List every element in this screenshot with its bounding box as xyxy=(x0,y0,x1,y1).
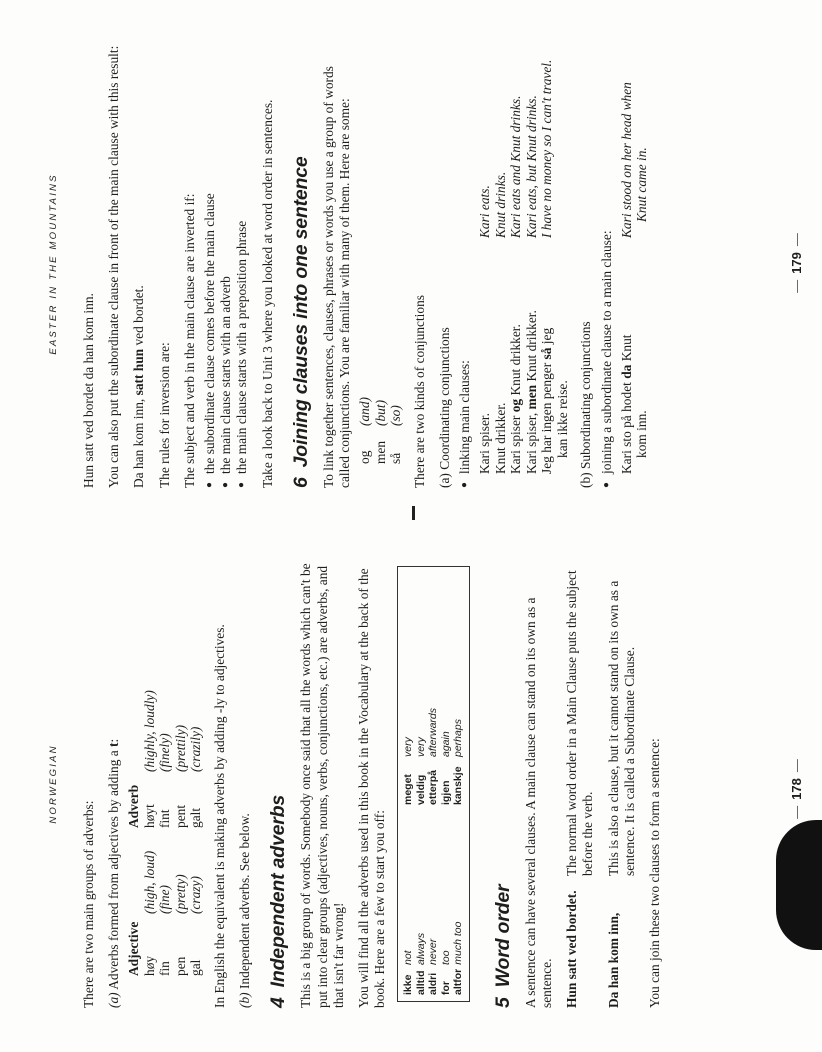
section-heading-6: 6Joining clauses into one sentence xyxy=(289,156,312,488)
adverbs-group-a: (a) Adverbs formed from adjectives by adding a t: xyxy=(106,738,122,1008)
conjunction-list: og (and) men (but) så (so) xyxy=(357,396,404,464)
adj-cell: fin xyxy=(157,961,173,976)
adj-gloss: (fine) xyxy=(157,885,173,914)
adv-gloss: (crazily) xyxy=(188,726,204,772)
two-kinds-note: There are two kinds of conjunctions xyxy=(411,295,427,488)
inversion-rules-list xyxy=(202,40,251,488)
adv-gloss: (prettily) xyxy=(172,724,188,772)
list-item: ● the main clause starts with a preposition phrase xyxy=(234,40,250,488)
adj-cell: høy xyxy=(141,955,157,976)
coordinating-heading: (a) Coordinating conjunctions xyxy=(436,327,452,488)
list-item: ● the subordinate clause comes before the main clause xyxy=(202,40,218,488)
coordinating-bullet: ● linking main clauses: xyxy=(457,40,473,488)
vocab-entry: etterpåafterwards xyxy=(427,707,440,805)
section-4-paragraph-1: This is a big group of words. Somebody once said that all the words which can't be put into clear groups (adjectives, nouns, verbs, conjunctions, etc.) are adverbs, and that isn't far wrong! xyxy=(298,563,346,1008)
gutter-mark xyxy=(412,506,415,520)
adj-gloss: (crazy) xyxy=(188,876,204,914)
subordinate-first-note: You can also put the subordinate clause in front of the main clause with this result: xyxy=(106,45,122,488)
adverb-header: Adverb xyxy=(126,784,142,828)
page-number-right: —179— xyxy=(789,233,804,293)
join-clauses-intro: You can join these two clauses to form a sentence: xyxy=(647,738,663,1008)
section-heading-4: 4Independent adverbs xyxy=(267,795,290,1008)
list-item: ● the main clause starts with an adverb xyxy=(218,40,234,488)
adv-cell: pent xyxy=(172,804,188,828)
adverb-vocab-box xyxy=(397,566,470,1002)
vocab-entry: veldigvery xyxy=(414,737,427,805)
subordinating-bullet: ● joining a subordinate clause to a main clause: xyxy=(599,40,615,488)
adjective-header: Adjective xyxy=(126,921,142,976)
adv-gloss: (highly, loudly) xyxy=(141,690,157,772)
section-6-paragraph-1: To link together sentences, clauses, phrases or words you use a group of words called conjunctions. You are familiar with many of them. Here are some: xyxy=(320,66,353,488)
binding-shadow xyxy=(776,820,822,950)
example-sentence-1: Hun satt ved bordet da han kom inn. xyxy=(81,293,96,488)
adv-gloss: (finely) xyxy=(157,733,173,772)
adverbs-group-b: (b) Independent adverbs. See below. xyxy=(237,813,253,1008)
vocab-entry: aldrinever xyxy=(427,938,440,995)
subordinating-heading: (b) Subordinating conjunctions xyxy=(578,321,594,488)
section-4-paragraph-2: You will find all the adverbs used in this book in the Vocabulary at the back of the book. Here are a few to start you off: xyxy=(355,568,388,1008)
subordinating-examples: Kari sto på hodet da Knut Kari stood on her head when kom inn. Knut came in. xyxy=(618,82,650,474)
running-head-right: EASTER IN THE MOUNTAINS xyxy=(48,173,59,355)
adv-cell: galt xyxy=(188,807,204,828)
vocab-entry: igjenagain xyxy=(439,731,452,805)
vocab-entry: megetvery xyxy=(402,737,415,805)
left-page xyxy=(0,526,822,1052)
adj-gloss: (pretty) xyxy=(172,874,188,914)
vocab-column-1 xyxy=(402,805,465,995)
inversion-condition: The subject and verb in the main clause are inverted if: xyxy=(181,193,197,488)
word-order-main-clause: Hun satt ved bordet. The normal word order in a Main Clause puts the subject before the verb. xyxy=(564,570,596,1008)
adjective-adverb-table xyxy=(126,560,204,976)
section-heading-5: 5Word order xyxy=(491,884,514,1008)
adj-cell: pen xyxy=(172,956,188,976)
unit-3-reference: Take a look back to Unit 3 where you looked at word order in sentences. xyxy=(259,99,275,488)
coordinating-examples: Kari spiser. Kari eats. Knut drikker. Knut drinks. Kari spiser og Knut drikker. Kari eats and Knut drinks. Kari spiser, men Knut drikker. Kari eats, but Knut drinks. Jeg har ingen penger så jeg I have no money so I can't travel. kan ikke reise. xyxy=(477,59,570,474)
english-equivalent-note: In English the equivalent is making adverbs by adding -ly to adjectives. xyxy=(211,624,227,1008)
running-head-left: NORWEGIAN xyxy=(48,744,59,824)
example-sentence-2: Da han kom inn, satt hun ved bordet. xyxy=(131,285,147,488)
vocab-column-2 xyxy=(402,615,465,805)
vocab-entry: kanskjeperhaps xyxy=(452,719,465,805)
word-order-subordinate-clause: Da han kom inn, This is also a clause, but it cannot stand on its own as a sentence. It is called a Subordinate Clause. xyxy=(605,580,637,1008)
adj-cell: gal xyxy=(188,959,204,976)
adv-cell: fint xyxy=(157,809,173,828)
adj-gloss: (high, loud) xyxy=(141,850,157,914)
section-5-paragraph-1: A sentence can have several clauses. A main clause can stand on its own as a sentence. xyxy=(522,597,555,1008)
vocab-entry: ikkenot xyxy=(402,950,415,995)
adverbs-intro: There are two main groups of adverbs: xyxy=(81,800,96,1008)
vocab-entry: alltidalways xyxy=(414,932,427,995)
adv-cell: høyt xyxy=(141,804,157,828)
vocab-entry: fortoo xyxy=(439,950,452,995)
inversion-rules-heading: The rules for inversion are: xyxy=(156,342,172,488)
page-number-left: —178— xyxy=(789,759,804,819)
vocab-entry: altformuch too xyxy=(452,921,465,995)
